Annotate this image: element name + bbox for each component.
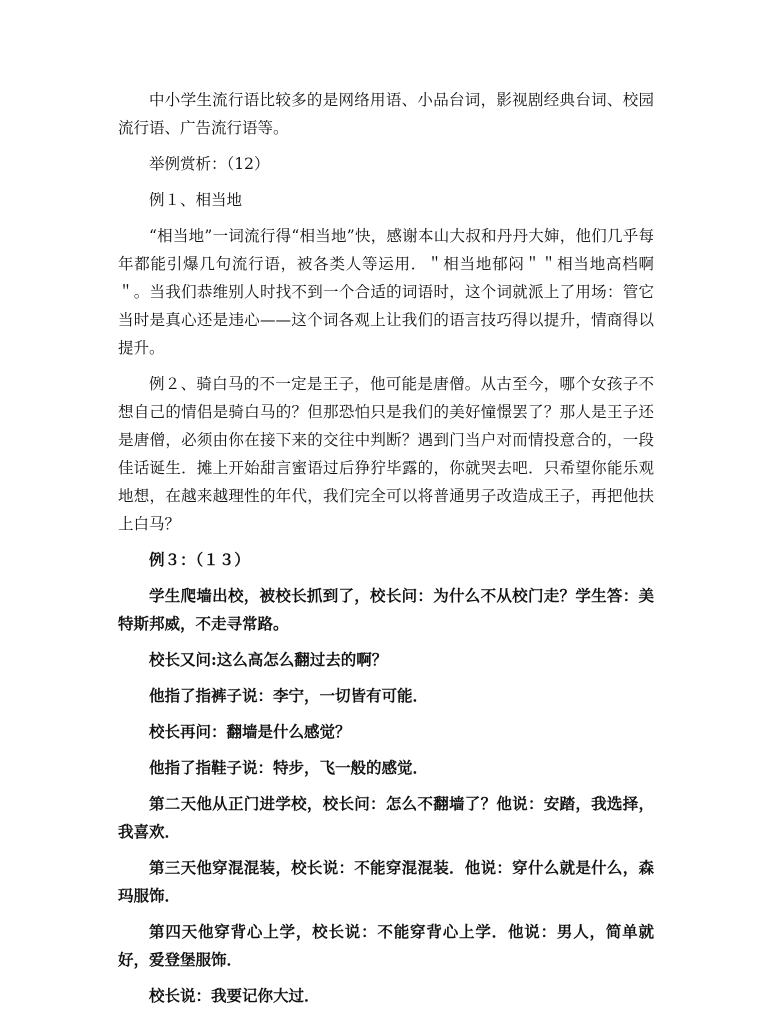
paragraph-examples-heading: 举例赏析：（12） [149, 155, 270, 173]
paragraph-dialogue-5: 他指了指鞋子说：特步，飞一般的感觉． [149, 758, 429, 777]
paragraph-dialogue-4: 校长再问：翻墙是什么感觉？ [149, 722, 351, 741]
paragraph-intro: 中小学生流行语比较多的是网络用语、小品台词，影视剧经典台词、校园流行语、广告流行语等。 [118, 91, 654, 137]
paragraph-dialogue-2: 校长又问:这么高怎么翻过去的啊？ [149, 650, 388, 669]
paragraph-dialogue-6: 第二天他从正门进学校，校长问：怎么不翻墙了？他说：安踏，我选择，我喜欢． [118, 794, 654, 841]
paragraph-dialogue-9: 校长说：我要记你大过． [149, 986, 320, 1005]
paragraph-example-2: 例２、骑白马的不一定是王子，他可能是唐僧。从古至今，哪个女孩子不想自己的情侣是骑白马的？但那恐怕只是我们的美好憧憬罢了？那人是王子还是唐僧，必须由你在接下来的交往中判断？遇到门当户对而情投意合的，一段佳话诞生．摊上开始甜言蜜语过后狰狞毕露的，你就哭去吧．只希望你能乐观地想，在越来越理性的年代，我们完全可以将普通男子改造成王子，再把他扶上白马？ [118, 375, 654, 533]
paragraph-example-1-body: “相当地”一词流行得“相当地”快，感谢本山大叔和丹丹大婶，他们几乎每年都能引爆几句流行语，被各类人等运用．＂相当地郁闷＂＂相当地高档啊＂。当我们恭维别人时找不到一个合适的词语时，这个词就派上了用场：管它当时是真心还是违心——这个词各观上让我们的语言技巧得以提升，情商得以提升。 [118, 227, 654, 357]
paragraph-example-1-title: 例１、相当地 [149, 191, 243, 209]
paragraph-example-3-title: 例３：（１３） [149, 550, 250, 569]
paragraph-dialogue-3: 他指了指裤子说：李宁，一切皆有可能． [149, 686, 429, 705]
paragraph-dialogue-8: 第四天他穿背心上学，校长说：不能穿背心上学．他说：男人，简单就好，爱登堡服饰． [118, 922, 654, 969]
paragraph-dialogue-1: 学生爬墙出校，被校长抓到了，校长问：为什么不从校门走？学生答：美特斯邦威，不走寻常路。 [118, 586, 654, 633]
document-body [118, 86, 654, 1018]
paragraph-dialogue-7: 第三天他穿混混装，校长说：不能穿混混装．他说：穿什么就是什么，森玛服饰． [118, 858, 654, 905]
